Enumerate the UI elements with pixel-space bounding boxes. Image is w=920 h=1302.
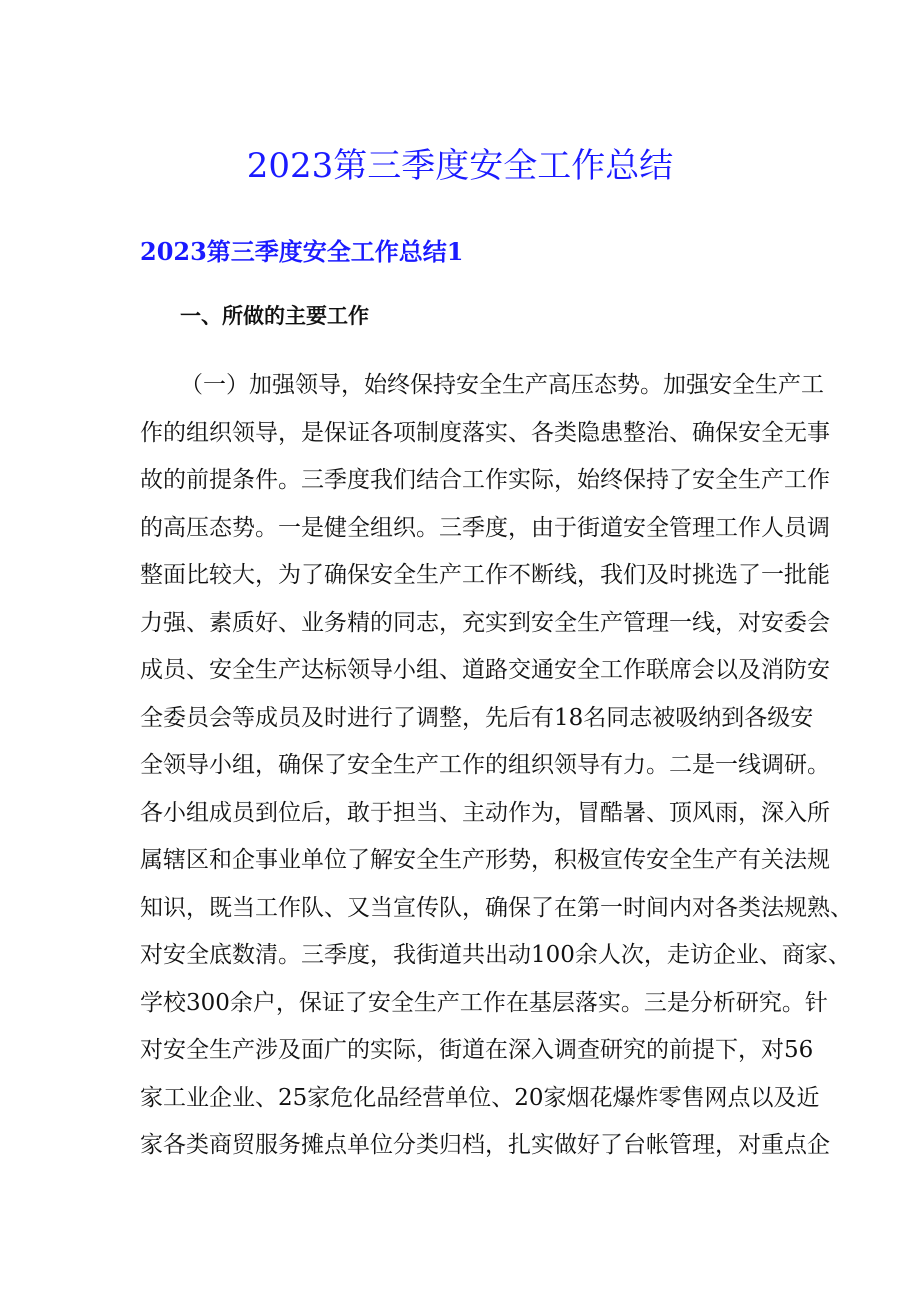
section-title: 2023第三季度安全工作总结1 [140,237,464,266]
paragraph-line: 对安全生产涉及面广的实际，街道在深入调查研究的前提下，对56 [140,1037,814,1063]
paragraph-line: 对安全底数清。三季度，我街道共出动100余人次，走访企业、商家、 [140,942,851,968]
paragraph-line: 作的组织领导，是保证各项制度落实、各类隐患整治、确保安全无事 [140,419,830,446]
paragraph-line: 全委员会等成员及时进行了调整，先后有18名同志被吸纳到各级安 [140,704,814,731]
paragraph-line: 故的前提条件。三季度我们结合工作实际，始终保持了安全生产工作 [140,467,830,493]
paragraph-line: 整面比较大，为了确保安全生产工作不断线，我们及时挑选了一批能 [140,562,830,588]
paragraph-line: 学校300余户，保证了安全生产工作在基层落实。三是分析研究。针 [140,989,828,1016]
paragraph-line: 力强、素质好、业务精的同志，充实到安全生产管理一线，对安委会 [140,609,830,636]
paragraph-line: 知识，既当工作队、又当宣传队，确保了在第一时间内对各类法规熟、 [140,894,853,921]
subheading: 一、所做的主要工作 [180,303,369,328]
paragraph-line: （一）加强领导，始终保持安全生产高压态势。加强安全生产工 [180,372,824,398]
paragraph-line: 的高压态势。一是健全组织。三季度，由于街道安全管理工作人员调 [140,514,830,541]
paragraph-line: 成员、安全生产达标领导小组、道路交通安全工作联席会以及消防安 [140,657,830,683]
paragraph-line: 全领导小组，确保了安全生产工作的组织领导有力。二是一线调研。 [140,752,830,778]
paragraph-line: 家工业企业、25家危化品经营单位、20家烟花爆炸零售网点以及近 [140,1084,820,1111]
paragraph-line: 属辖区和企事业单位了解安全生产形势，积极宣传安全生产有关法规 [140,847,830,873]
paragraph [140,368,853,1176]
document-title: 2023第三季度安全工作总结 [246,146,674,186]
paragraph-line: 各小组成员到位后，敢于担当、主动作为，冒酷暑、顶风雨，深入所 [140,799,830,826]
paragraph-line: 家各类商贸服务摊点单位分类归档，扎实做好了台帐管理，对重点企 [140,1132,830,1158]
